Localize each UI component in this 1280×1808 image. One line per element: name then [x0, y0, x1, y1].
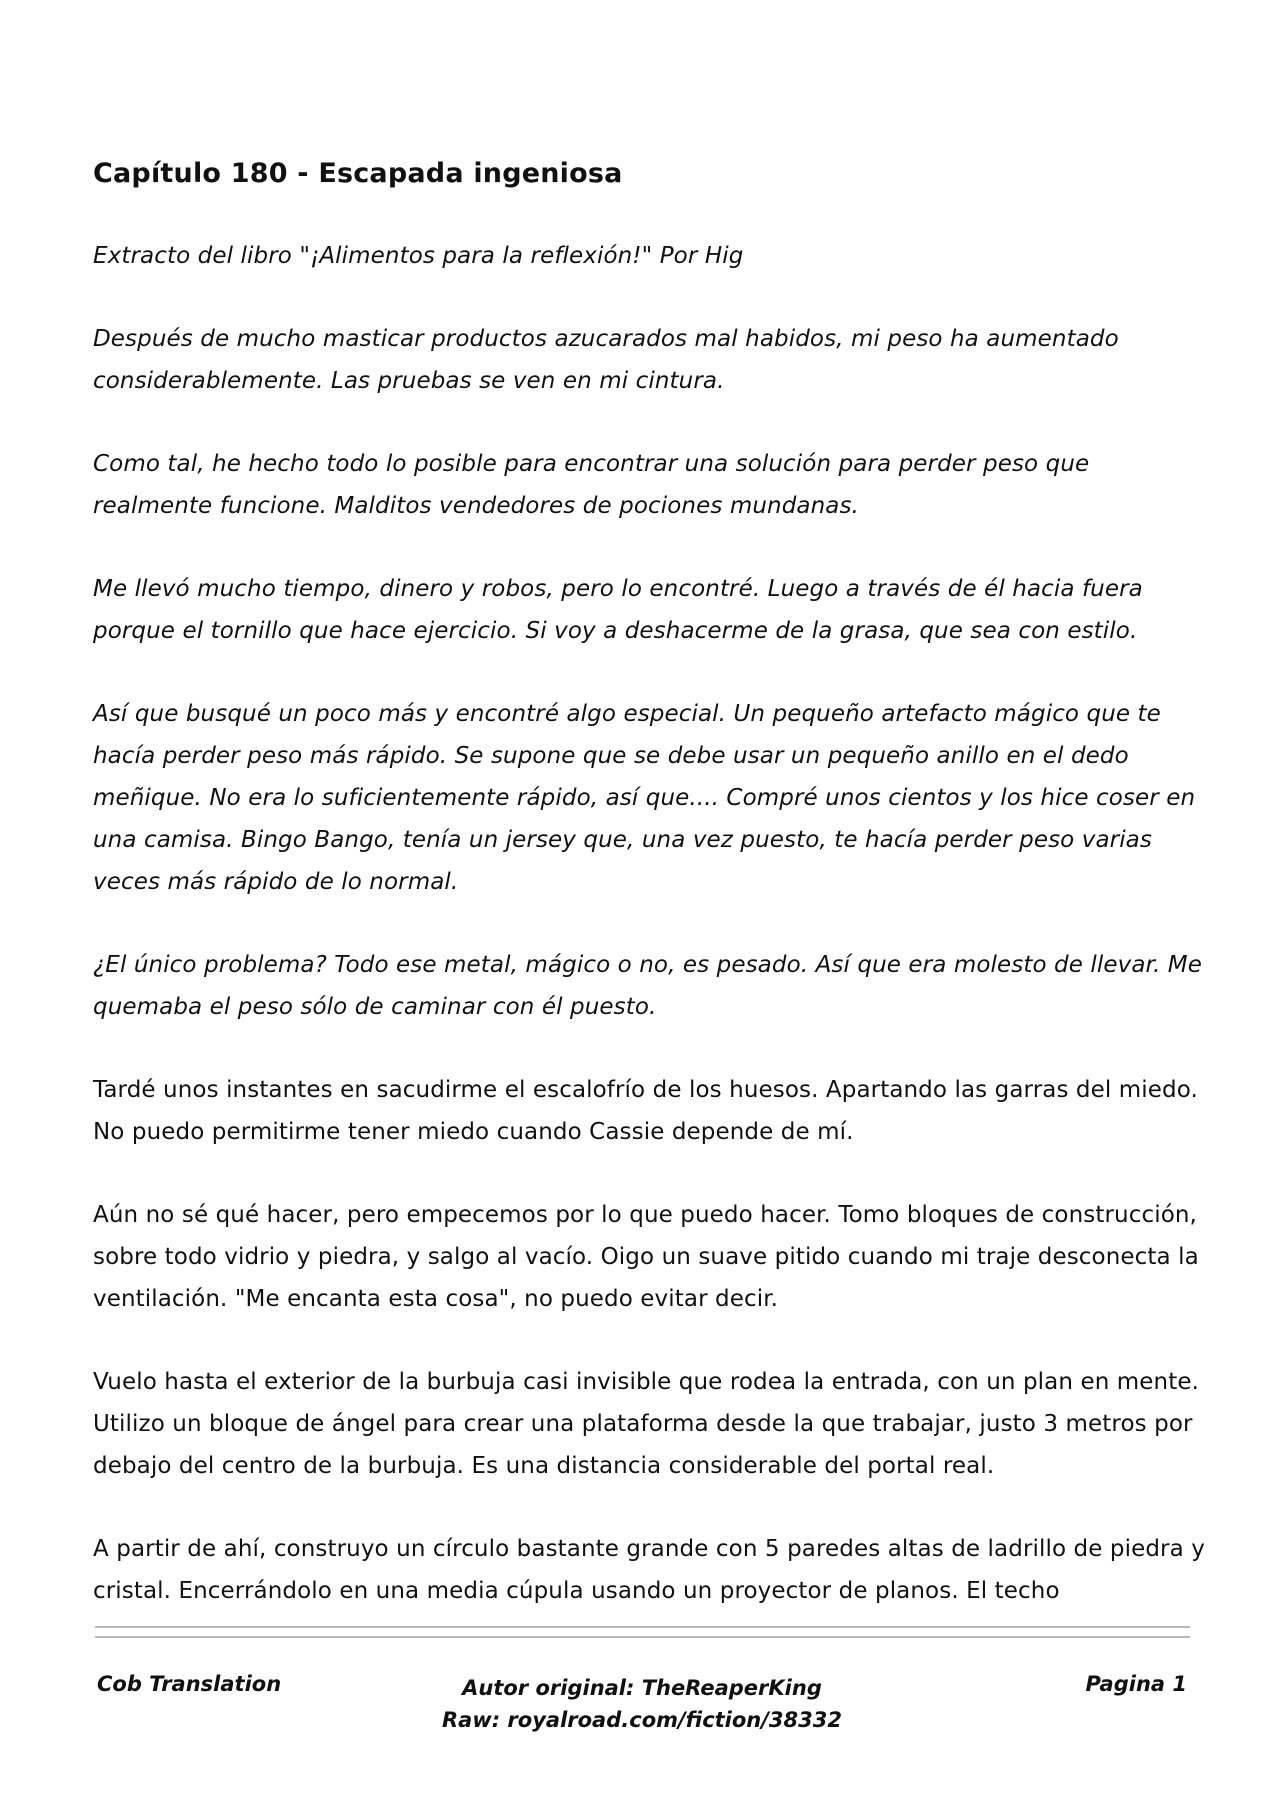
- excerpt-paragraph: Como tal, he hecho todo lo posible para encontrar una solución para perder peso que realmente funcione. Malditos vendedores de pociones mundanas.: [93, 451, 1090, 519]
- footer-original-author: Autor original: TheReaperKing: [462, 1676, 822, 1700]
- footer-translator: Cob Translation: [97, 1672, 282, 1696]
- body-paragraph: Tardé unos instantes en sacudirme el escalofrío de los huesos. Apartando las garras del miedo. No puedo permitirme tener miedo cuando Cassie depende de mí.: [93, 1077, 1198, 1145]
- excerpt-paragraph: Así que busqué un poco más y encontré algo especial. Un pequeño artefacto mágico que te hacía perder peso más rápido. Se supone que se debe usar un pequeño anillo en el dedo meñique. No era lo suficientemente rápido, así que.... Compré unos cientos y los hice coser en una camisa. Bingo Bango, tenía un jersey que, una vez puesto, te hacía perder peso varias veces más rápido de lo normal.: [93, 701, 1196, 895]
- excerpt-paragraph: Después de mucho masticar productos azucarados mal habidos, mi peso ha aumentado considerablemente. Las pruebas se ven en mi cintura.: [93, 326, 1119, 394]
- footer-page-number: Pagina 1: [1085, 1672, 1187, 1696]
- body-paragraph: Vuelo hasta el exterior de la burbuja casi invisible que rodea la entrada, con un plan en mente. Utilizo un bloque de ángel para crear una plataforma desde la que trabajar, justo 3 metros por debajo del centro de la burbuja. Es una distancia considerable del portal real.: [93, 1369, 1200, 1479]
- footer-divider-top: [95, 1626, 1190, 1628]
- footer-credits: [97, 1672, 1187, 1736]
- document-body: [93, 158, 1208, 1653]
- body-paragraph: Aún no sé qué hacer, pero empecemos por lo que puedo hacer. Tomo bloques de construcción, sobre todo vidrio y piedra, y salgo al vacío. Oigo un suave pitido cuando mi traje desconecta la ventilación. "Me encanta esta cosa", no puedo evitar decir.: [93, 1202, 1199, 1312]
- footer-divider-bottom: [95, 1636, 1190, 1638]
- book-excerpt-heading: Extracto del libro "¡Alimentos para la reflexión!" Por Hig: [93, 243, 744, 269]
- footer-raw-source: Raw: royalroad.com/fiction/38332: [441, 1708, 842, 1732]
- body-paragraph: A partir de ahí, construyo un círculo bastante grande con 5 paredes altas de ladrillo de piedra y cristal. Encerrándolo en una media cúpula usando un proyector de planos. El techo: [93, 1536, 1205, 1604]
- excerpt-paragraph: Me llevó mucho tiempo, dinero y robos, pero lo encontré. Luego a través de él hacia fuera porque el tornillo que hace ejercicio. Si voy a deshacerme de la grasa, que sea con estilo.: [93, 576, 1143, 644]
- excerpt-paragraph: ¿El único problema? Todo ese metal, mágico o no, es pesado. Así que era molesto de llevar. Me quemaba el peso sólo de caminar con él puesto.: [93, 952, 1202, 1020]
- chapter-title: Capítulo 180 - Escapada ingeniosa: [93, 158, 623, 189]
